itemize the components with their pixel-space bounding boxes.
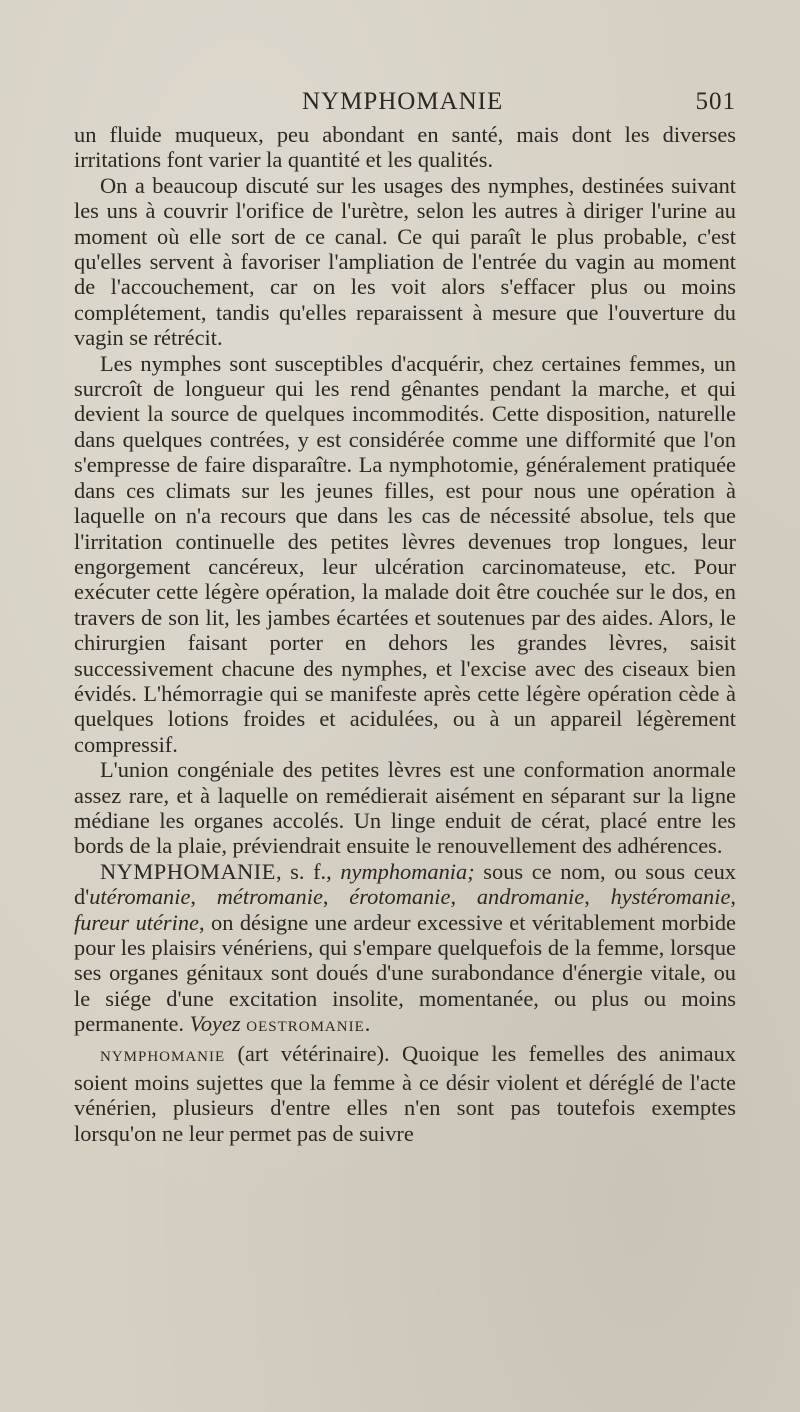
- body-text: [74, 122, 736, 1146]
- running-header: [74, 88, 736, 122]
- synonym: andromanie: [476, 884, 585, 910]
- paragraph-nymphotomie: Les nymphes sont susceptibles d'acquérir, chez certaines femmes, un surcroît de longueur qui les rend gênantes pendant la marche, et qui devient la source de quelques incommodités. Cette disposition, naturelle dans quelques contrées, y est considérée comme une difformité que l'on s'empresse de faire disparaître. La nymphotomie, généralement pratiquée dans ces climats sur les jeunes filles, est pour nous une opération à laquelle on n'a recours que dans les cas de nécessité absolue, tels que l'irritation continuelle des petites lèvres devenues trop longues, leur engorgement cancéreux, leur ulcération carcinomateuse, etc. Pour exécuter cette légère opération, la malade doit être couchée sur le dos, en travers de son lit, les jambes écartées et soutenues par des aides. Alors, le chirurgien faisant porter en dehors les grandes lèvres, saisit successivement chacune des nymphes, et l'excise avec des ciseaux bien évidés. L'hémorragie qui se manifeste après cette légère opération cède à quelques lotions froides et acidulées, ou à un appareil légèrement compressif.: [74, 350, 736, 757]
- page-number: 501: [695, 88, 736, 115]
- cross-reference: OESTROMANIE: [246, 1019, 365, 1036]
- entry-text: (art vétérinaire). Quoique les femelles des animaux soient moins sujettes que la femme à ce désir violent et déréglé de l'acte vénérien, plusieurs d'entre elles n'en sont pas toutefois exemptes lorsqu'on ne leur permet pas de suivre: [74, 1040, 736, 1146]
- document-page: [74, 88, 736, 1146]
- entry-nymphomanie: [74, 859, 736, 1041]
- paragraph-usages: On a beaucoup discuté sur les usages des nymphes, destinées suivant les uns à couvrir l'orifice de l'urètre, selon les autres à diriger l'urine au moment où elle sort de ce canal. Ce qui paraît le plus probable, c'est qu'elles servent à favoriser l'ampliation de l'entrée du vagin au moment de l'accouchement, car on les voit alors s'effacer plus ou moins complétement, tandis qu'elles reparaissent à mesure que l'ouverture du vagin se rétrécit.: [74, 172, 736, 351]
- synonym: fureur utérine: [74, 909, 199, 935]
- running-title: NYMPHOMANIE: [302, 88, 504, 115]
- entry-text: .: [364, 1011, 371, 1037]
- entry-text: ,: [190, 884, 217, 910]
- entry-text: , on désigne une ardeur excessive et véritablement morbide pour les plaisirs vénériens, qui s'empare quelquefois de la femme, lorsque ses organes génitaux sont doués d'une surabondance d'énergie vitale, ou le siége d'une excitation insolite, momentanée, ou plus ou moins permanente.: [74, 909, 736, 1037]
- synonym: érotomanie: [349, 884, 451, 910]
- see-also-label: Voyez: [189, 1011, 241, 1037]
- entry-text: , s. f.,: [275, 858, 341, 884]
- entry-text: ,: [322, 884, 350, 910]
- entry-text: ,: [730, 884, 736, 910]
- entry-text: sous ce nom, ou sous ceux d': [74, 858, 736, 910]
- paragraph-continuation: un fluide muqueux, peu abondant en santé, mais dont les diverses irritations font varier la quantité et les qualités.: [74, 122, 736, 173]
- synonym: métromanie: [216, 884, 323, 910]
- entry-text: ,: [584, 884, 611, 910]
- paragraph-union-congeniale: L'union congéniale des petites lèvres est une conformation anormale assez rare, et à laquelle on remédierait aisément en séparant sur la ligne médiane les organes accolés. Un linge enduit de cérat, placé entre les bords de la plaie, préviendrait ensuite le renouvellement des adhérences.: [74, 757, 736, 859]
- entry-latin-term: nymphomania;: [340, 858, 475, 884]
- entry-text: ,: [450, 884, 477, 910]
- entry-headword-small-caps: NYMPHOMANIE: [100, 1048, 226, 1065]
- synonym: utéromanie: [89, 884, 191, 910]
- entry-nymphomanie-veterinaire: [74, 1041, 736, 1147]
- entry-headword: NYMPHOMANIE: [100, 858, 276, 884]
- synonym: hystéromanie: [610, 884, 731, 910]
